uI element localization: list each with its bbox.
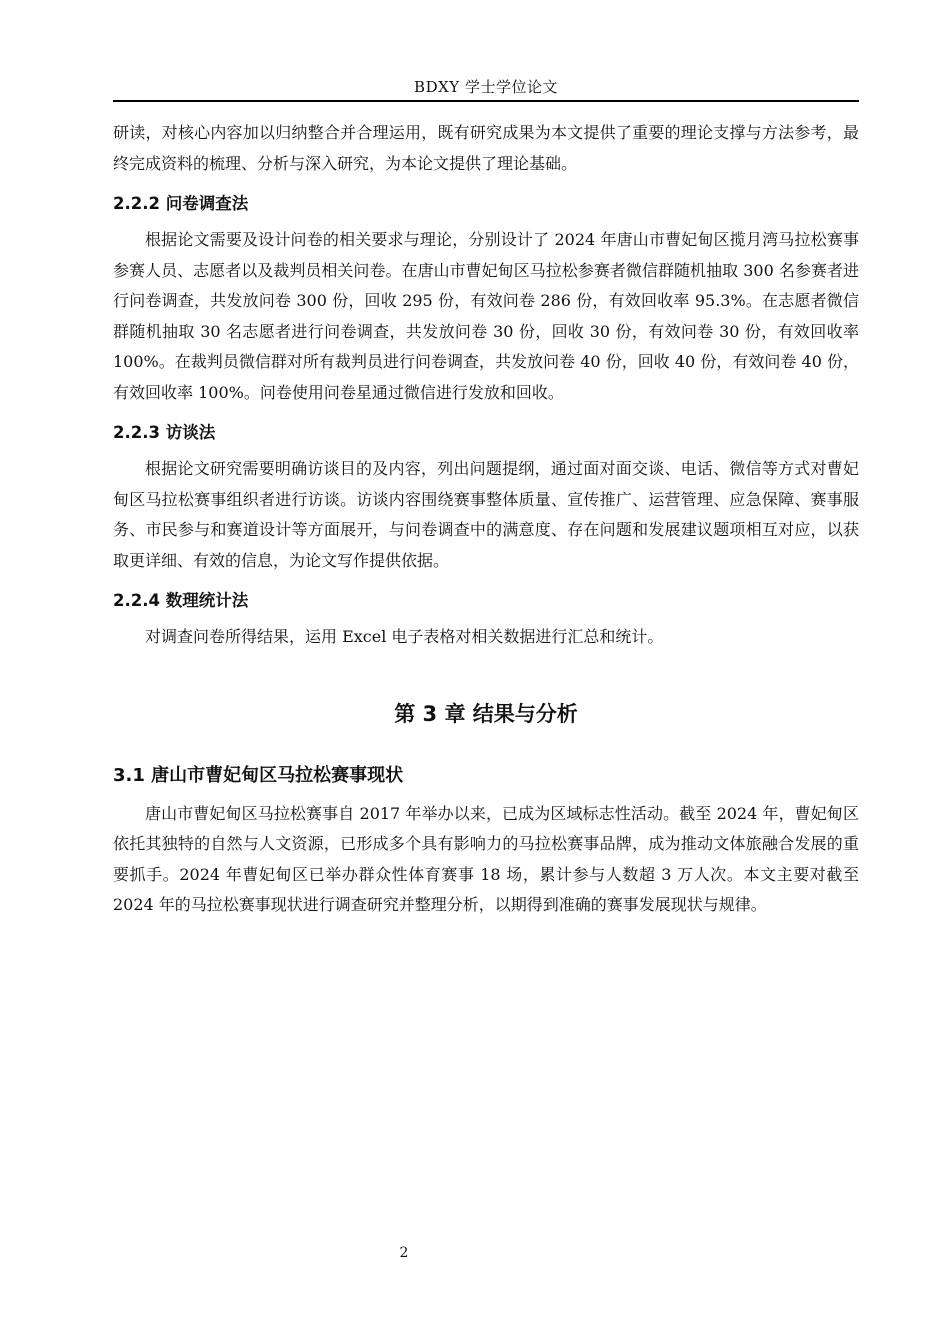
paragraph-intro-continuation: 研读，对核心内容加以归纳整合并合理运用，既有研究成果为本文提供了重要的理论支撑与方法参考，最终完成资料的梳理、分析与深入研究，为本论文提供了理论基础。 xyxy=(113,123,859,173)
paragraph-statistics: 对调查问卷所得结果，运用 Excel 电子表格对相关数据进行汇总和统计。 xyxy=(145,627,664,646)
heading-2-2-4-statistics: 2.2.4 数理统计法 xyxy=(113,591,249,610)
header-rule xyxy=(113,100,859,102)
page-body xyxy=(113,118,859,921)
chapter-3-title: 第 3 章 结果与分析 xyxy=(394,701,578,726)
paragraph-questionnaire: 根据论文需要及设计问卷的相关要求与理论，分别设计了 2024 年唐山市曹妃甸区揽月湾马拉松赛事参赛人员、志愿者以及裁判员相关问卷。在唐山市曹妃甸区马拉松参赛者微信群随机抽取 300 名参赛者进行问卷调查，共发放问卷 300 份，回收 295 份，有效问卷 286 份，有效回收率 95.3%。在志愿者微信群随机抽取 30 名志愿者进行问卷调查，共发放问卷 30 份，回收 30 份，有效问卷 30 份，有效回收率 100%。在裁判员微信群对所有裁判员进行问卷调查，共发放问卷 40 份，回收 40 份，有效问卷 40 份，有效回收率 100%。问卷使用问卷星通过微信进行发放和回收。 xyxy=(113,230,859,402)
heading-2-2-2-questionnaire: 2.2.2 问卷调查法 xyxy=(113,194,249,213)
heading-3-1-current-status: 3.1 唐山市曹妃甸区马拉松赛事现状 xyxy=(113,764,404,786)
paragraph-interview: 根据论文研究需要明确访谈目的及内容，列出问题提纲，通过面对面交谈、电话、微信等方式对曹妃甸区马拉松赛事组织者进行访谈。访谈内容围绕赛事整体质量、宣传推广、运营管理、应急保障、赛事服务、市民参与和赛道设计等方面展开，与问卷调查中的满意度、存在问题和发展建议题项相互对应，以获取更详细、有效的信息，为论文写作提供依据。 xyxy=(113,459,859,570)
page-number: 2 xyxy=(399,1245,409,1261)
running-header: BDXY 学士学位论文 xyxy=(414,78,558,96)
heading-2-2-3-interview: 2.2.3 访谈法 xyxy=(113,423,216,442)
paragraph-current-status: 唐山市曹妃甸区马拉松赛事自 2017 年举办以来，已成为区域标志性活动。截至 2024 年，曹妃甸区依托其独特的自然与人文资源，已形成多个具有影响力的马拉松赛事品牌，成为推动文体旅融合发展的重要抓手。2024 年曹妃甸区已举办群众性体育赛事 18 场，累计参与人数超 3 万人次。本文主要对截至 2024 年的马拉松赛事现状进行调查研究并整理分析，以期得到准确的赛事发展现状与规律。 xyxy=(113,803,859,914)
